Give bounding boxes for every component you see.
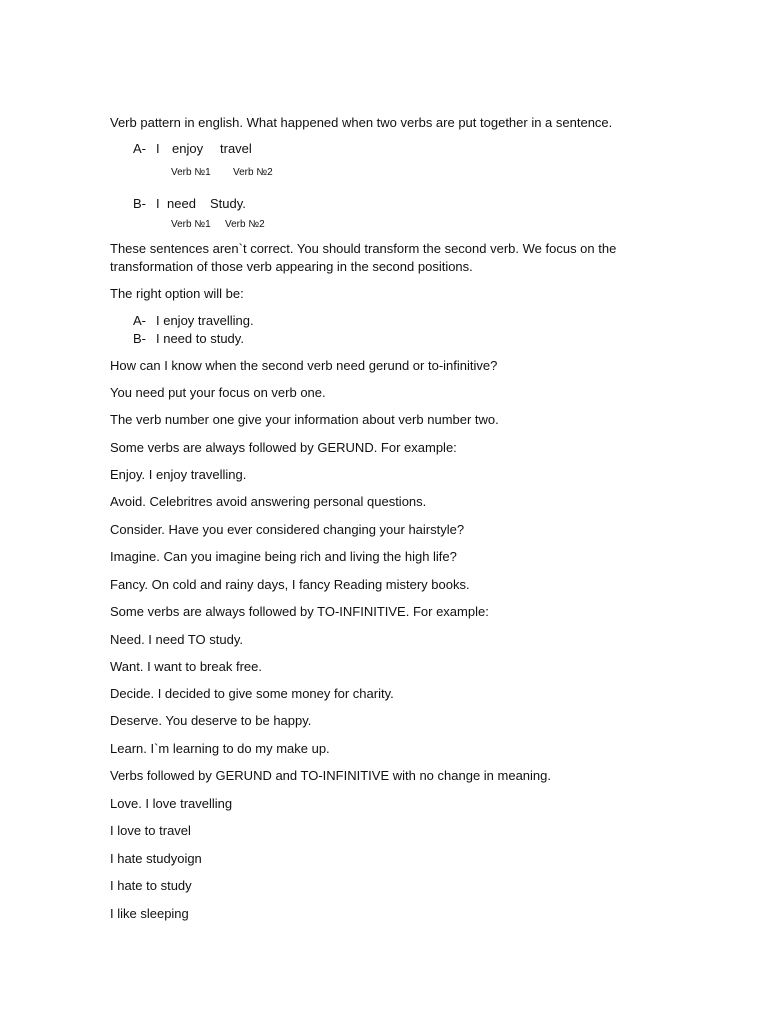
body-line-8: Imagine. Can you imagine being rich and living the high life? — [110, 549, 457, 564]
body-line-20: I hate to study — [110, 878, 192, 893]
example-a-subject: I — [156, 141, 160, 156]
body-line-16: Verbs followed by GERUND and TO-INFINITIVE with no change in meaning. — [110, 768, 551, 783]
body-line-4: Some verbs are always followed by GERUND. For example: — [110, 440, 457, 455]
body-line-1: How can I know when the second verb need gerund or to-infinitive? — [110, 358, 498, 373]
right-option-a-text: I enjoy travelling. — [156, 313, 254, 328]
intro-text: Verb pattern in english. What happened when two verbs are put together in a sentence. — [110, 115, 613, 130]
body-line-3: The verb number one give your information about verb number two. — [110, 412, 499, 427]
paragraph-1-line-1: These sentences aren`t correct. You should transform the second verb. We focus on the — [110, 241, 617, 256]
body-line-15: Learn. I`m learning to do my make up. — [110, 741, 330, 756]
paragraph-1-line-2: transformation of those verb appearing in the second positions. — [110, 259, 473, 274]
right-option-b-text: I need to study. — [156, 331, 244, 346]
example-a-marker: A- — [133, 141, 146, 156]
body-line-6: Avoid. Celebritres avoid answering personal questions. — [110, 494, 427, 509]
right-option-a-marker: A- — [133, 313, 146, 328]
body-line-14: Deserve. You deserve to be happy. — [110, 713, 312, 728]
right-option-heading: The right option will be: — [110, 286, 244, 301]
body-line-19: I hate studyoign — [110, 851, 202, 866]
body-line-13: Decide. I decided to give some money for charity. — [110, 686, 394, 701]
body-line-2: You need put your focus on verb one. — [110, 385, 326, 400]
body-line-9: Fancy. On cold and rainy days, I fancy Reading mistery books. — [110, 577, 470, 592]
body-line-12: Want. I want to break free. — [110, 659, 262, 674]
example-a-verb1: enjoy — [172, 141, 204, 156]
body-line-17: Love. I love travelling — [110, 796, 233, 811]
body-line-5: Enjoy. I enjoy travelling. — [110, 467, 247, 482]
body-line-7: Consider. Have you ever considered changing your hairstyle? — [110, 522, 465, 537]
body-line-18: I love to travel — [110, 823, 191, 838]
example-b-label2: Verb №2 — [225, 219, 265, 230]
body-line-10: Some verbs are always followed by TO-INFINITIVE. For example: — [110, 604, 489, 619]
example-b-subject: I — [156, 196, 160, 211]
example-b-marker: B- — [133, 196, 146, 211]
example-a-label1: Verb №1 — [171, 167, 211, 178]
example-a-label2: Verb №2 — [233, 167, 273, 178]
body-line-11: Need. I need TO study. — [110, 632, 243, 647]
example-b-verb1: need — [167, 196, 196, 211]
example-a-verb2: travel — [220, 141, 252, 156]
right-option-b-marker: B- — [133, 331, 146, 346]
example-b-label1: Verb №1 — [171, 219, 211, 230]
example-b-verb2: Study. — [210, 196, 246, 211]
body-line-21: I like sleeping — [110, 906, 189, 921]
